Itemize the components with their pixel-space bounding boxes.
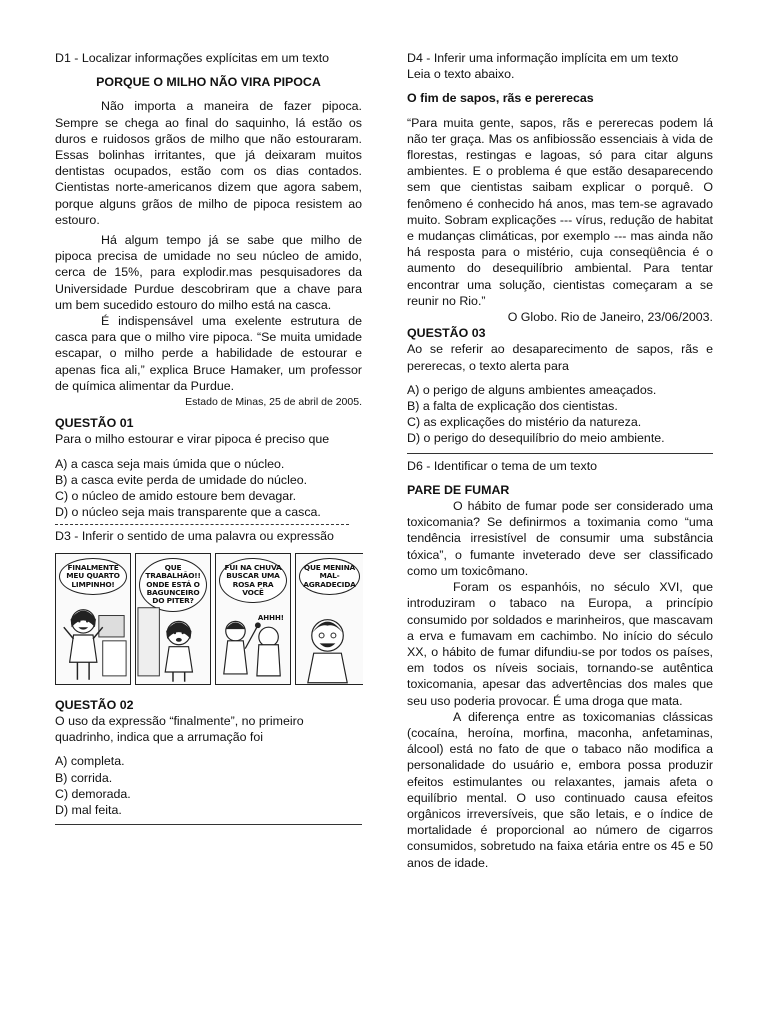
article3-paragraph: Foram os espanhóis, no século XVI, que introduziram o tabaco na Europa, a princípio consumido por soldados e marinheiros, que mascavam a erva e fumavam em cachimbo. No início do século XX, o hábito de fumar difundiu-se por todos os países, em todos os níveis sociais, tornando-se autêntica toxicomania, apesar das advertências dos males que seu uso poderia provocar. É uma droga que mata. — [407, 580, 713, 708]
comic-strip — [55, 553, 383, 687]
q1-prompt: Para o milho estourar e virar pipoca é preciso que — [55, 432, 330, 447]
q3-option-c: C) as explicações do mistério da natureza. — [407, 415, 642, 430]
q2-option-d: D) mal feita. — [55, 802, 122, 817]
d3-heading: D3 - Inferir o sentido de uma palavra ou expressão — [55, 529, 334, 544]
article3-paragraph: O hábito de fumar pode ser considerado uma toxicomania? Se definirmos a toximania como “uma tendência irresistível de consumir uma substância tóxica”, o fumante inveterado deve ser classificado como um toxicômano. — [407, 499, 713, 578]
two-characters-figure — [216, 598, 290, 684]
left-column — [55, 50, 362, 829]
article2-title: O fim de sapos, rãs e pererecas — [407, 91, 594, 106]
q1-option-c: C) o núcleo de amido estoure bem devagar. — [55, 489, 297, 504]
article3-title: PARE DE FUMAR — [407, 482, 510, 497]
q2-option-a: A) completa. — [55, 754, 125, 769]
speech-bubble: FUI NA CHUVA BUSCAR UMA ROSA PRA VOCÊ — [219, 558, 287, 604]
article-paragraph: É indispensável uma exelente estrutura de casca para que o milho vire pipoca. “Se muita umidade escapar, o milho perde a habilidade de estourar e apenas fica ali,” explica Bruce Hamaker, um professor de química alimentar da Purdue. — [55, 314, 362, 393]
q1-heading: QUESTÃO 01 — [55, 416, 134, 431]
q1-option-b: B) a casca evite perda de umidade do núcleo. — [55, 472, 308, 487]
comic-panel-1 — [55, 553, 131, 685]
girl-figure — [56, 598, 130, 684]
comic-panel-3 — [215, 553, 291, 685]
girl-figure — [136, 598, 210, 684]
shout-text: AHHH! — [257, 613, 284, 622]
q3-heading: QUESTÃO 03 — [407, 326, 486, 341]
q2-option-b: B) corrida. — [55, 770, 113, 785]
d6-heading: D6 - Identificar o tema de um texto — [407, 458, 598, 473]
speech-bubble: QUE TRABALHÃO!! ONDE ESTÁ O BAGUNCEIRO DO PITER? — [139, 558, 207, 612]
q1-option-a: A) a casca seja mais úmida que o núcleo. — [55, 456, 285, 471]
right-column — [407, 50, 713, 871]
q2-heading: QUESTÃO 02 — [55, 697, 134, 712]
article-title: PORQUE O MILHO NÃO VIRA PIPOCA — [96, 75, 321, 90]
speech-bubble: FINALMENTE MEU QUARTO LIMPINHO! — [59, 558, 127, 595]
d1-heading: D1 - Localizar informações explícitas em um texto — [55, 51, 330, 65]
q2-prompt: O uso da expressão “finalmente”, no primeiro quadrinho, indica que a arrumação foi — [55, 713, 304, 745]
article-paragraph: Há algum tempo já se sabe que milho de pipoca precisa de umidade no seu núcleo de amido, cerca de 15%, para explodir.mas pesquisadores da Universidade Purdue descobriram que a chave para um bem sucedido estouro do milho está na casca. — [55, 233, 362, 312]
d4-heading: D4 - Inferir uma informação implícita em um texto — [407, 51, 679, 65]
section-divider — [407, 453, 713, 454]
q3-option-d: D) o perigo do desequilíbrio do meio ambiente. — [407, 431, 665, 446]
section-divider — [55, 824, 362, 825]
q3-prompt: Ao se referir ao desaparecimento de sapos, rãs e pererecas, o texto alerta para — [407, 342, 713, 373]
q1-option-d: D) o núcleo seja mais transparente que a casca. — [55, 505, 321, 520]
boy-figure — [296, 598, 363, 685]
article-source: Estado de Minas, 25 de abril de 2005. — [185, 396, 362, 409]
dashed-divider — [55, 524, 349, 525]
article2-source: O Globo. Rio de Janeiro, 23/06/2003. — [507, 310, 713, 325]
speech-bubble: QUE MENINA MAL-AGRADECIDA — [299, 558, 360, 595]
q2-option-c: C) demorada. — [55, 786, 131, 801]
article2-text: “Para muita gente, sapos, rãs e pererecas podem lá não ter graça. Mas os anfibiossão essenciais à vida de florestas, restingas e lagoas, só para citar alguns ambientes. E o problema é que estão desaparecendo sem que cientistas saibam explicar o porquê. O fenômeno é conhecido há anos, mas tem-se agravado muito. Sobram explicações --- vírus, redução de habitat e mudanças climáticas, por exemplo --- mas ainda não há resposta para o mistério, cuja conseqüência é o aumento do desequilíbrio ambiental. Para tentar encontrar uma solução, cientistas começaram a se reunir no Rio.” — [407, 115, 713, 308]
q3-option-a: A) o perigo de alguns ambientes ameaçados. — [407, 382, 657, 397]
comic-panel-4 — [295, 553, 363, 685]
article-paragraph: Não importa a maneira de fazer pipoca. Sempre se chega ao final do saquinho, lá estão os duros e ruidosos grãos de milho que não estouraram. Essas bolinhas irritantes, que já deixaram muitos dentistas ocupados, estão com os dias contados. Cientistas norte-americanos dizem que agora sabem, porque alguns grãos de milho de pipoca resistem ao estouro. — [55, 99, 362, 227]
comic-panel-2 — [135, 553, 211, 685]
d4-subheading: Leia o texto abaixo. — [407, 67, 515, 82]
article3-paragraph: A diferença entre as toxicomanias clássicas (cocaína, heroína, morfina, maconha, anfetaminas, álcool) está no fato de que o tabaco não modifica a personalidade do usuário e, embora possa produzir efeitos estimulantes ou relaxantes, jamais afeta o equilíbrio mental. O uso continuado causa efeitos orgânicos irreversíveis, que são letais, e o índice de mortalidade é proporcional ao número de cigarros consumidos, sobretudo na faixa etária entre os 45 e 50 anos de idade. — [407, 709, 713, 870]
q3-option-b: B) a falta de explicação dos cientistas. — [407, 399, 618, 414]
